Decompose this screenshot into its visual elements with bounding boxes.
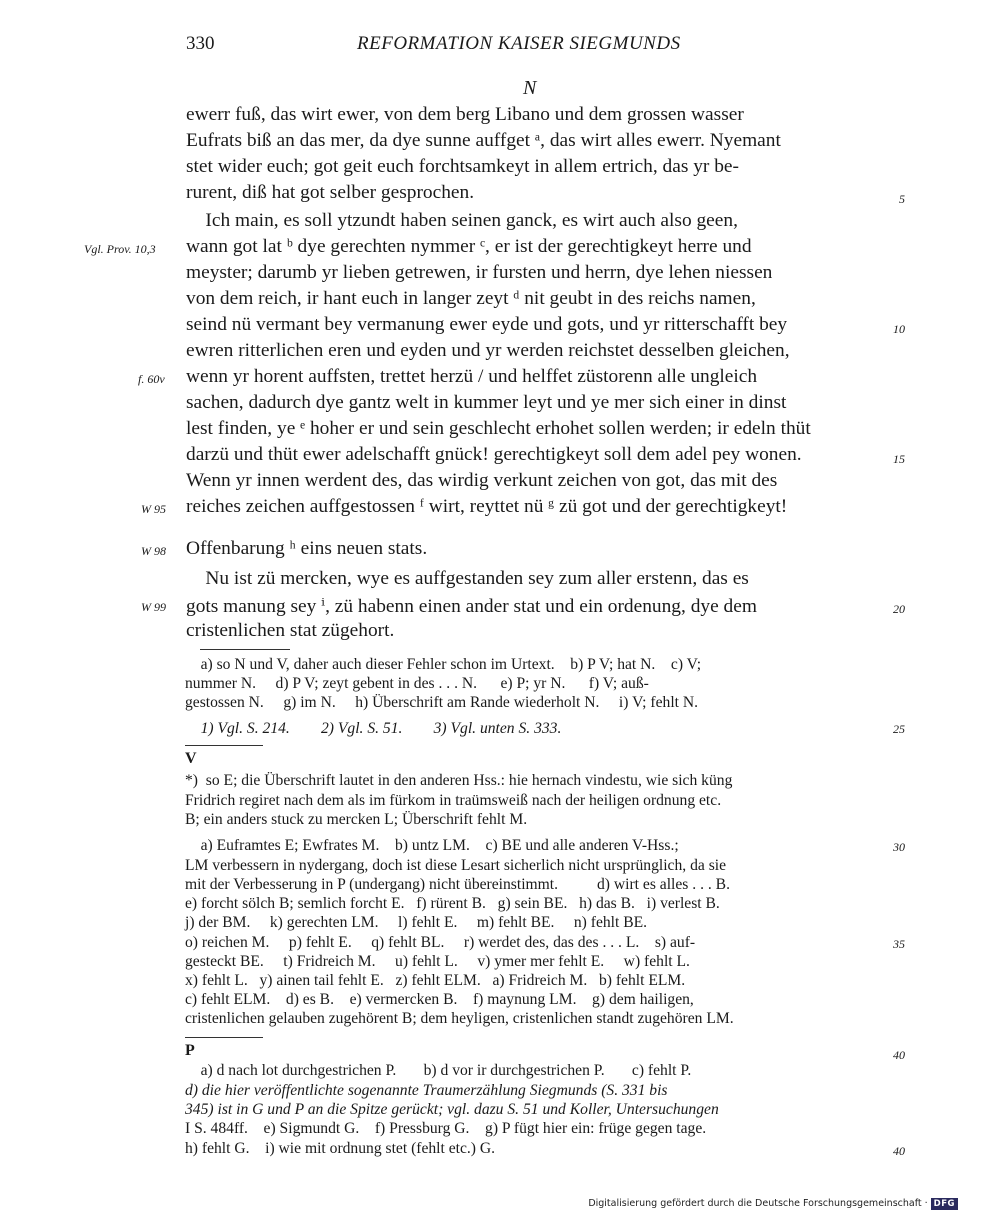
text-line: sachen, dadurch dye gantz welt in kummer leyt und ye mer sich einer in dinst — [186, 392, 787, 413]
apparatus-line: h) fehlt G. i) wie mit ordnung stet (fehlt etc.) G. — [185, 1140, 496, 1157]
line-number: 5 — [899, 192, 905, 206]
text-line: ewren ritterlichen eren und eyden und yr werden reichstet desselben gleichen, — [186, 340, 790, 361]
apparatus-line: Fridrich regiret nach dem als im fürkom in traümsweiß nach der heiligen ordnung etc. — [185, 792, 722, 809]
text-line: ewerr fuß, das wirt ewer, von dem berg Libano und dem grossen wasser — [186, 104, 744, 125]
apparatus-line: o) reichen M. p) fehlt E. q) fehlt BL. r) werdet des, das des . . . L. s) auf- — [185, 934, 696, 951]
apparatus-line: a) so N und V, daher auch dieser Fehler schon im Urtext. b) P V; hat N. c) V; — [185, 656, 702, 673]
apparatus-line: I S. 484ff. e) Sigmundt G. f) Pressburg G. g) P fügt hier ein: früge gegen tage. — [185, 1120, 707, 1137]
text-line: Eufrats biß an das mer, da dye sunne auffget ᵃ, das wirt alles ewerr. Nyemant — [186, 130, 781, 151]
apparatus-line: gesteckt BE. t) Fridreich M. u) fehlt L. v) ymer mer fehlt E. w) fehlt L. — [185, 953, 690, 970]
apparatus-line: d) die hier veröffentlichte sogenannte Traumerzählung Siegmunds (S. 331 bis — [185, 1082, 668, 1099]
section-heading: Offenbarung ʰ eins neuen stats. — [186, 538, 428, 559]
footer-text: Digitalisierung gefördert durch die Deutsche Forschungsgemeinschaft · — [588, 1198, 928, 1209]
text-line: stet wider euch; got geit euch forchtsamkeyt in allem ertrich, das yr be- — [186, 156, 739, 177]
apparatus-line: a) Euframtes E; Ewfrates M. b) untz LM. c) BE und alle anderen V-Hss.; — [185, 837, 679, 854]
apparatus-line: mit der Verbesserung in P (undergang) nicht übereinstimmt. d) wirt es alles . . . B. — [185, 876, 730, 893]
apparatus-line: j) der BM. k) gerechten LM. l) fehlt E. m) fehlt BE. n) fehlt BE. — [185, 914, 648, 931]
apparatus-line: nummer N. d) P V; zeyt gebent in des . . . N. e) P; yr N. f) V; auß- — [185, 675, 649, 692]
text-line: Nu ist zü mercken, wye es auffgestanden sey zum aller erstenn, das es — [186, 568, 749, 589]
apparatus-line: c) fehlt ELM. d) es B. e) vermercken B. f) maynung LM. g) dem hailigen, — [185, 991, 694, 1008]
text-line: wann got lat ᵇ dye gerechten nymmer ᶜ, er ist der gerechtigkeyt herre und — [186, 236, 752, 257]
apparatus-line: gestossen N. g) im N. h) Überschrift am Rande wiederholt N. i) V; fehlt N. — [185, 694, 699, 711]
apparatus-siglum: V — [185, 750, 197, 767]
text-line: reiches zeichen auffgestossen ᶠ wirt, reyttet nü ᵍ zü got und der gerechtigkeyt! — [186, 496, 788, 517]
apparatus-line: B; ein anders stuck zu mercken L; Überschrift fehlt M. — [185, 811, 528, 828]
footnote-rule — [200, 649, 290, 650]
text-line: meyster; darumb yr lieben getrewen, ir fursten und herrn, dye lehen niessen — [186, 262, 773, 283]
line-number: 20 — [893, 602, 905, 616]
text-line: gots manung sey ⁱ, zü habenn einen ander stat und ein ordenung, dye dem — [186, 596, 757, 617]
text-line: wenn yr horent auffsten, trettet herzü / und helffet züstorenn alle ungleich — [186, 366, 758, 387]
apparatus-line: cristenlichen gelauben zugehörent B; dem heyligen, cristenlichen standt zugehören LM. — [185, 1010, 734, 1027]
text-line: seind nü vermant bey vermanung ewer eyde und gots, und yr ritterschafft bey — [186, 314, 788, 335]
text-line: rurent, diß hat got selber gesprochen. — [186, 182, 475, 203]
line-number: 40 — [893, 1144, 905, 1158]
apparatus-line: e) forcht sölch B; semlich forcht E. f) rürent B. g) sein BE. h) das B. i) verlest B. — [185, 895, 720, 912]
margin-note: Vgl. Prov. 10,3 — [84, 242, 156, 256]
footnote-rule — [185, 1037, 263, 1038]
apparatus-line: *) so E; die Überschrift lautet in den anderen Hss.: hie hernach vindestu, wie sich küng — [185, 772, 733, 789]
dfg-logo: DFG — [931, 1198, 958, 1210]
line-number: 35 — [893, 937, 905, 951]
running-title: REFORMATION KAISER SIEGMUNDS — [357, 33, 681, 54]
manuscript-siglum: N — [523, 77, 537, 99]
text-line: lest finden, ye ᵉ hoher er und sein geschlecht erhohet sollen werden; ir edeln thüt — [186, 418, 811, 439]
apparatus-siglum: P — [185, 1042, 195, 1059]
line-number: 25 — [893, 722, 905, 736]
text-line: Ich main, es soll ytzundt haben seinen ganck, es wirt auch also geen, — [186, 210, 738, 231]
apparatus-line: x) fehlt L. y) ainen tail fehlt E. z) fehlt ELM. a) Fridreich M. b) fehlt ELM. — [185, 972, 686, 989]
margin-note: W 95 — [141, 502, 166, 516]
text-line: von dem reich, ir hant euch in langer zeyt ᵈ nit geubt in des reichs namen, — [186, 288, 756, 309]
apparatus-line: LM verbessern in nydergang, doch ist diese Lesart sicherlich nicht ursprünglich, da sie — [185, 857, 727, 874]
margin-note: W 99 — [141, 600, 166, 614]
apparatus-line: a) d nach lot durchgestrichen P. b) d vor ir durchgestrichen P. c) fehlt P. — [185, 1062, 692, 1079]
digitization-footer — [588, 1198, 958, 1210]
margin-note: W 98 — [141, 544, 166, 558]
apparatus-line: 345) ist in G und P an die Spitze gerückt; vgl. dazu S. 51 und Koller, Untersuchungen — [185, 1101, 719, 1118]
text-line: Wenn yr innen werdent des, das wirdig verkunt zeichen von got, das mit des — [186, 470, 778, 491]
line-number: 30 — [893, 840, 905, 854]
line-number: 15 — [893, 452, 905, 466]
text-line: darzü und thüt ewer adelschafft gnück! gerechtigkeyt soll dem adel pey wonen. — [186, 444, 802, 465]
apparatus-line: 1) Vgl. S. 214. 2) Vgl. S. 51. 3) Vgl. unten S. 333. — [185, 720, 562, 737]
page-number: 330 — [186, 33, 215, 54]
footnote-rule — [185, 745, 263, 746]
line-number: 40 — [893, 1048, 905, 1062]
line-number: 10 — [893, 322, 905, 336]
margin-note: f. 60v — [138, 372, 165, 386]
text-line: cristenlichen stat zügehort. — [186, 620, 395, 641]
